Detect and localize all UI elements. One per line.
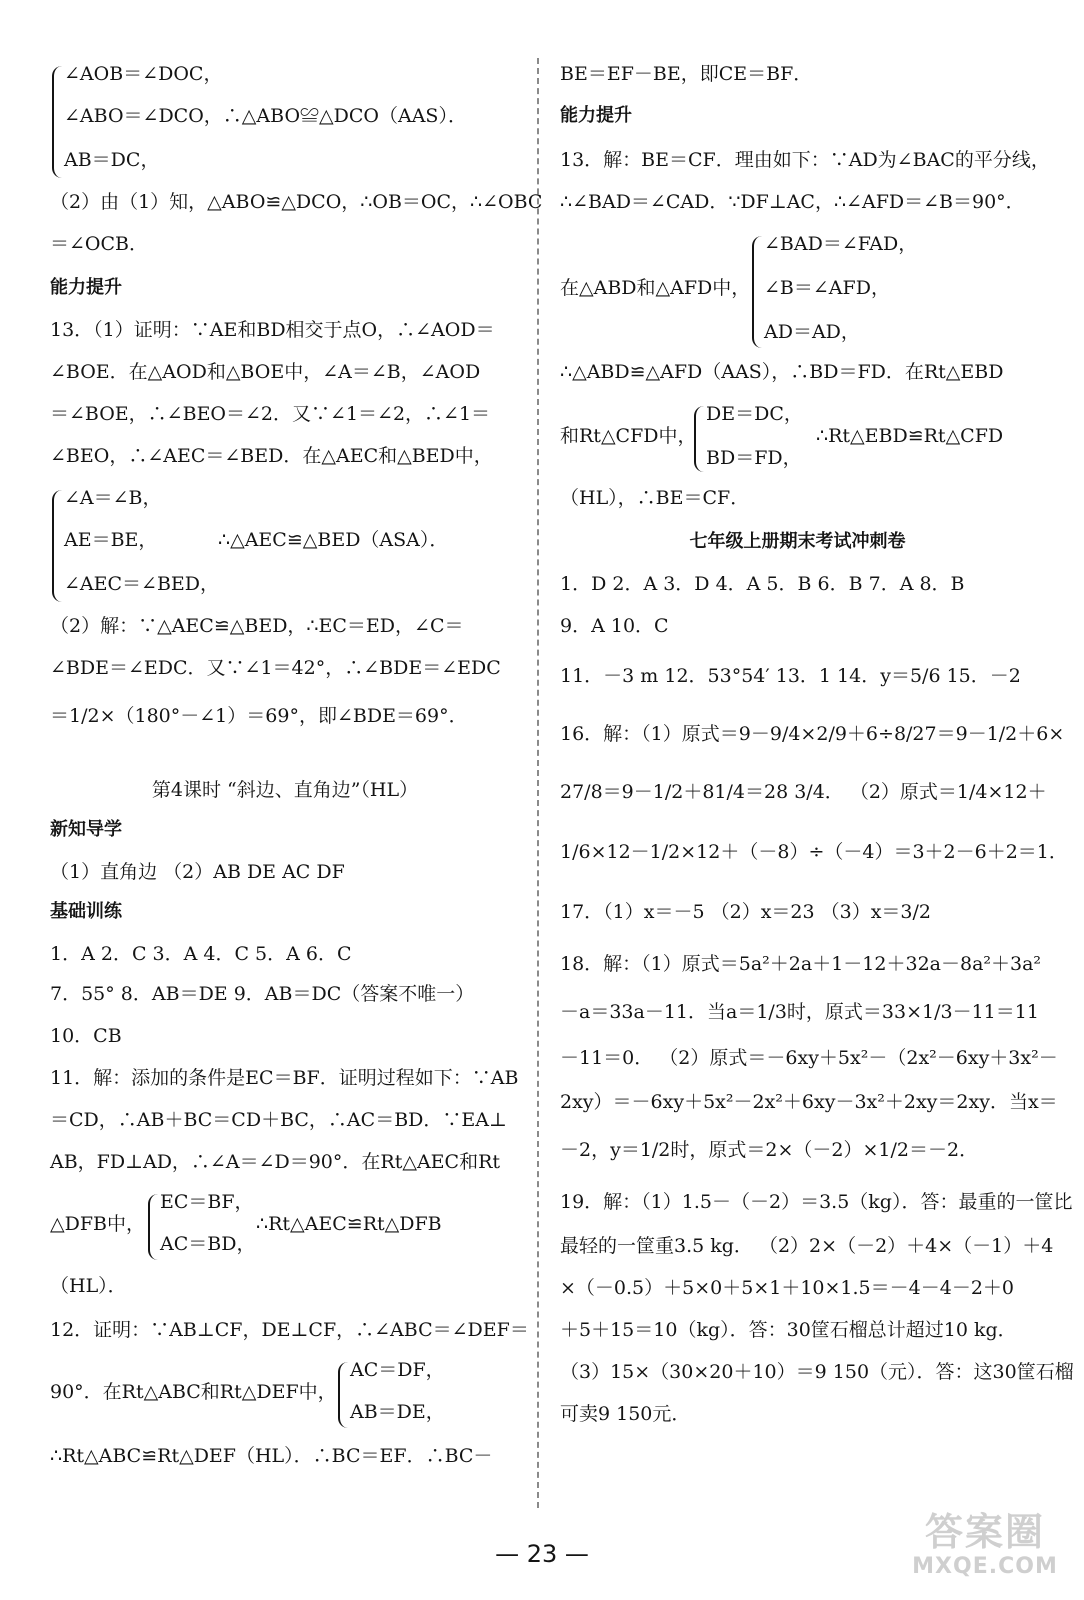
- text-line: 11．解：添加的条件是EC＝BF．证明过程如下：∵AB: [50, 1067, 519, 1089]
- text-line: ∠BEO，∴∠AEC＝∠BED．在△AEC和△BED中，: [50, 445, 493, 467]
- system-conclusion: ∴△AEC≌△BED（ASA）．: [218, 529, 449, 551]
- text-line: 27/8＝9－1/2＋81/4＝28 3/4． （2）原式＝1/4×12＋: [560, 781, 1047, 803]
- system-line: AB＝DC，: [64, 149, 160, 171]
- text-line: －2，y＝1/2时，原式＝2×（－2）×1/2＝－2．: [560, 1139, 979, 1161]
- system-line: AE＝BE，: [64, 529, 158, 551]
- text-line: 19．解：（1）1.5－（－2）＝3.5（kg）．答：最重的一筐比: [560, 1191, 1073, 1213]
- text-line: 12．证明：∵AB⊥CF，DE⊥CF，∴∠ABC＝∠DEF＝: [50, 1319, 529, 1341]
- answer-line: 17．（1）x＝－5 （2）x＝23 （3）x＝3/2: [560, 901, 932, 923]
- text-line: ＝∠OCB．: [50, 233, 148, 255]
- system-line: AC＝BD，: [160, 1233, 256, 1255]
- system-line: ∠A＝∠B，: [64, 487, 162, 509]
- answer-line: 1．D 2．A 3．D 4．A 5．B 6．B 7．A 8．B: [560, 573, 965, 595]
- section-heading: 能力提升: [560, 105, 632, 126]
- text-line: 最轻的一筐重3.5 kg． （2）2×（－2）＋4×（－1）＋4: [560, 1235, 1054, 1257]
- text-line: （HL），∴BE＝CF．: [560, 487, 750, 509]
- text-line: 16．解：（1）原式＝9－9/4×2/9＋6÷8/27＝9－1/2＋6×: [560, 723, 1065, 745]
- text-line: （3）15×（30×20＋10）＝9 150（元）．答：这30筐石榴: [560, 1361, 1074, 1383]
- lesson-title: 第4课时 “斜边、直角边”（HL）: [151, 779, 419, 801]
- section-heading: 新知导学: [50, 819, 122, 840]
- text-line: 13．（1）证明：∵AE和BD相交于点O，∴∠AOD＝: [50, 319, 495, 341]
- text-line: ＋5＋15＝10（kg）．答：30筐石榴总计超过10 kg．: [560, 1319, 1017, 1341]
- system-line: AD＝AD，: [764, 321, 860, 343]
- system-conclusion: ∴Rt△EBD≌Rt△CFD: [816, 425, 1004, 447]
- text-line: （2）解：∵△AEC≌△BED，∴EC＝ED，∠C＝: [50, 615, 464, 637]
- system-line: ∠AEC＝∠BED，: [64, 573, 220, 595]
- system-line: BD＝FD，: [706, 447, 802, 469]
- text-line: －a＝33a－11．当a＝1/3时，原式＝33×1/3－11＝11: [560, 1001, 1039, 1023]
- system-line: ∠AOB＝∠DOC，: [64, 63, 223, 85]
- section-heading: 基础训练: [50, 901, 122, 922]
- watermark-logo: [900, 1510, 1070, 1590]
- answer-line: 9．A 10．C: [560, 615, 669, 637]
- column-divider: [537, 58, 539, 1508]
- page-number: — 23 —: [495, 1540, 589, 1568]
- answer-line: 11．－3 m 12．53°54′ 13．1 14．y＝5/6 15．－2: [560, 665, 1021, 687]
- watermark-url: MXQE.COM: [912, 1554, 1058, 1579]
- watermark-logo-text: 答案圈: [924, 1510, 1045, 1554]
- text-line: 2xy）＝－6xy＋5x²－2x²＋6xy－3x²＋2xy＝2xy．当x＝: [560, 1091, 1058, 1113]
- text-line: ∠BDE＝∠EDC．又∵∠1＝42°，∴∠BDE＝∠EDC: [50, 657, 501, 679]
- text-line: 18．解：（1）原式＝5a²＋2a＋1－12＋32a－8a²＋3a²: [560, 953, 1042, 975]
- text-line: ∠BOE．在△AOD和△BOE中，∠A＝∠B，∠AOD: [50, 361, 481, 383]
- text-line: AB，FD⊥AD，∴∠A＝∠D＝90°．在Rt△AEC和Rt: [50, 1151, 501, 1173]
- text-line: （1）直角边 （2）AB DE AC DF: [50, 861, 345, 883]
- text-line: ＝1/2×（180°－∠1）＝69°，即∠BDE＝69°．: [50, 705, 468, 727]
- exam-title: 七年级上册期末考试冲刺卷: [689, 531, 906, 552]
- text-line: ×（－0.5）＋5×0＋5×1＋10×1.5＝－4－4－2＋0: [560, 1277, 1014, 1299]
- system-conclusion: ∴Rt△AEC≌Rt△DFB: [256, 1213, 442, 1235]
- section-heading: 能力提升: [50, 277, 122, 298]
- text-line: 可卖9 150元．: [560, 1403, 691, 1425]
- system-line: DE＝DC，: [706, 403, 803, 425]
- text-line: △DFB中，: [50, 1213, 145, 1235]
- text-line: BE＝EF－BE，即CE＝BF．: [560, 63, 813, 85]
- text-line: 13．解：BE＝CF．理由如下：∵AD为∠BAC的平分线，: [560, 149, 1050, 171]
- system-line: ∠ABO＝∠DCO，∴△ABO≌△DCO（AAS）．: [64, 105, 467, 127]
- system-line: EC＝BF，: [160, 1191, 254, 1213]
- system-line: AC＝DF，: [350, 1359, 445, 1381]
- text-line: （2）由（1）知，△ABO≌△DCO，∴OB＝OC，∴∠OBC: [50, 191, 543, 213]
- text-line: 1/6×12－1/2×12＋（－8）÷（－4）＝3＋2－6＋2＝1．: [560, 841, 1068, 863]
- text-line: 和Rt△CFD中，: [560, 425, 697, 447]
- text-line: ＝CD，∴AB＋BC＝CD＋BC，∴AC＝BD．∵EA⊥: [50, 1109, 507, 1131]
- text-line: ∴Rt△ABC≌Rt△DEF（HL）．∴BC＝EF．∴BC－: [50, 1445, 493, 1467]
- text-line: ∴△ABD≌△AFD（AAS），∴BD＝FD．在Rt△EBD: [560, 361, 1004, 383]
- answer-line: 10．CB: [50, 1025, 122, 1047]
- text-line: （HL）．: [50, 1275, 127, 1297]
- text-line: ＝∠BOE，∴∠BEO＝∠2．又∵∠1＝∠2，∴∠1＝: [50, 403, 491, 425]
- text-line: －11＝0． （2）原式＝－6xy＋5x²－（2x²－6xy＋3x²－: [560, 1047, 1058, 1069]
- text-line: 90°．在Rt△ABC和Rt△DEF中，: [50, 1381, 337, 1403]
- answer-line: 1．A 2．C 3．A 4．C 5．A 6．C: [50, 943, 352, 965]
- system-line: ∠B＝∠AFD，: [764, 277, 890, 299]
- system-line: ∠BAD＝∠FAD，: [764, 233, 918, 255]
- text-line: ∴∠BAD＝∠CAD．∵DF⊥AC，∴∠AFD＝∠B＝90°．: [560, 191, 1025, 213]
- system-line: AB＝DE，: [350, 1401, 445, 1423]
- answer-line: 7．55° 8．AB＝DE 9．AB＝DC（答案不唯一）: [50, 983, 475, 1005]
- text-line: 在△ABD和△AFD中，: [560, 277, 751, 299]
